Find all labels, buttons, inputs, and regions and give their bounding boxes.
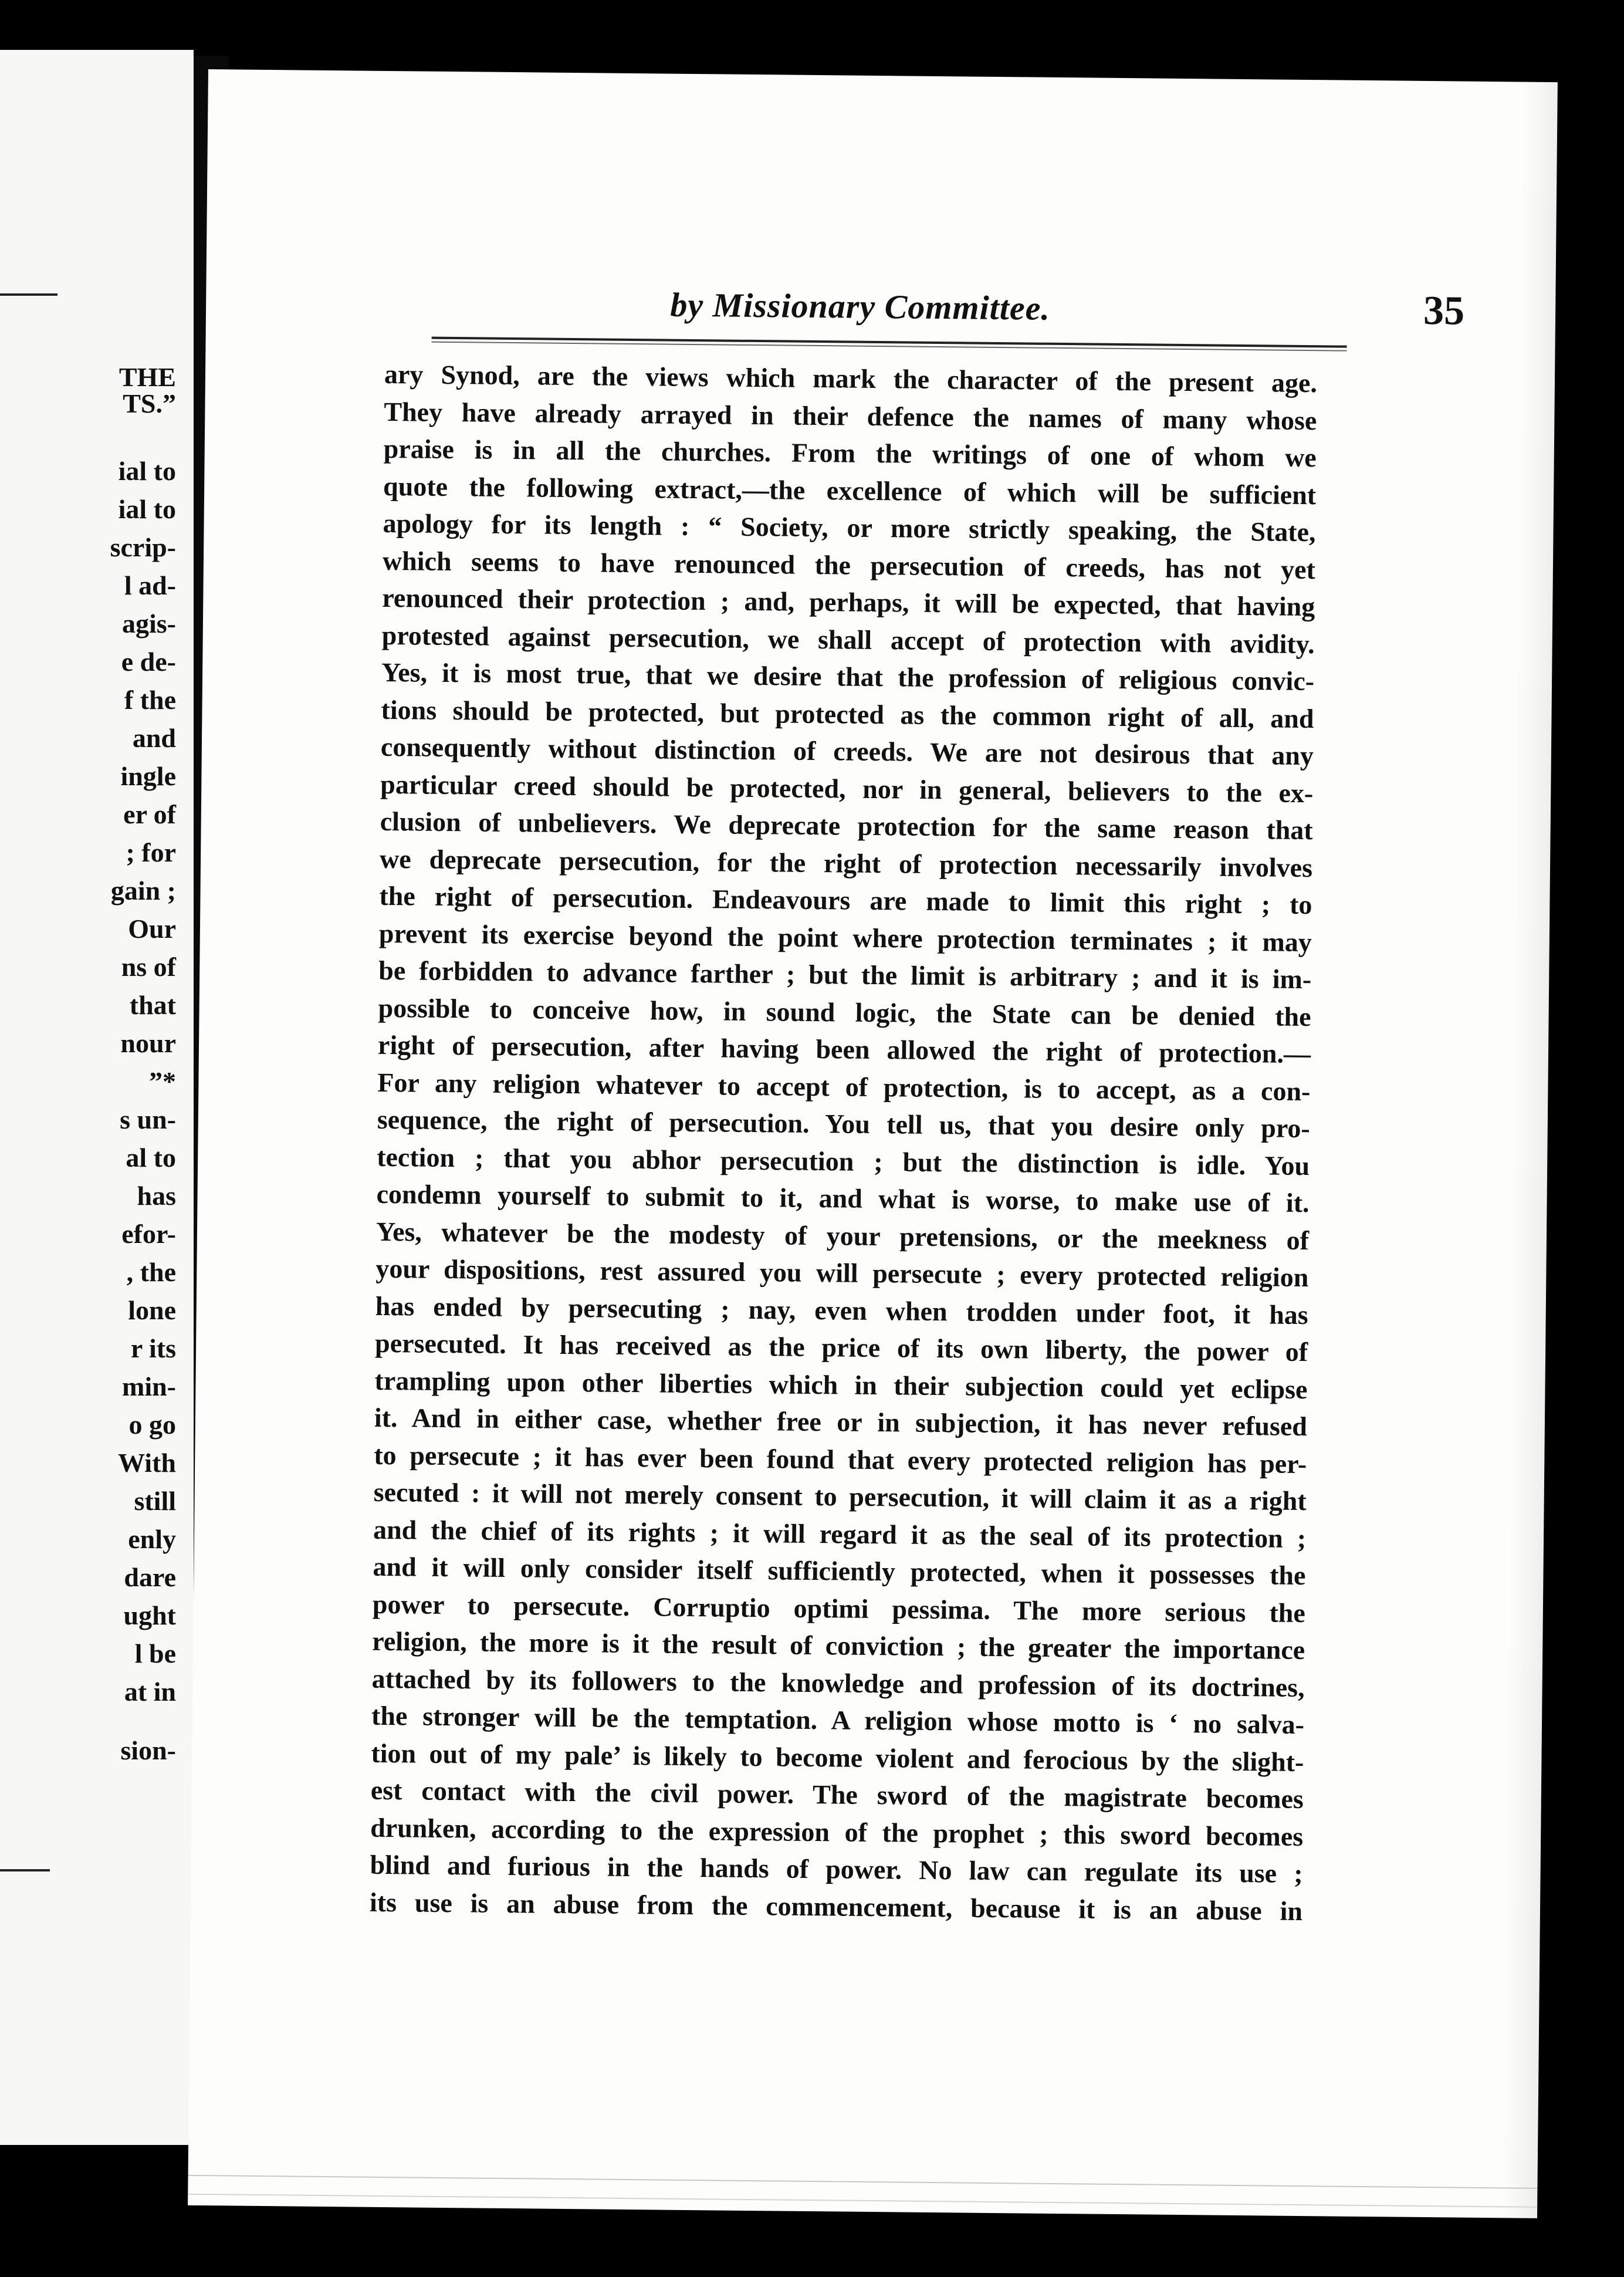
- text-line: clusion of unbelievers. We deprecate protection for the same reason that: [380, 806, 1313, 846]
- facing-page-fragment: ; for: [126, 837, 176, 867]
- text-line: renounced their protection ; and, perhaps, it will be expected, that having: [382, 582, 1315, 622]
- facing-page-fragment: efor-: [121, 1219, 176, 1249]
- facing-page-fragment: f the: [124, 685, 176, 715]
- facing-page-fragment: sion-: [120, 1735, 176, 1765]
- text-line: Yes, it is most true, that we desire that the profession of religious convic-: [381, 657, 1315, 697]
- text-line: attached by its followers to the knowledge and profession of its doctrines,: [371, 1663, 1305, 1702]
- text-line: tection ; that you abhor persecution ; but the distinction is idle. You: [376, 1141, 1310, 1181]
- facing-page-fragment: min-: [122, 1371, 176, 1401]
- text-line: the stronger will be the temptation. A religion whose motto is ‘ no salva-: [371, 1700, 1305, 1740]
- facing-page-fragment: s un-: [120, 1104, 176, 1134]
- text-line: and it will only consider itself sufficiently protected, when it possesses the: [373, 1551, 1306, 1591]
- book-page: [188, 69, 1558, 2218]
- text-line: which seems to have renounced the persecution of creeds, has not yet: [382, 545, 1316, 585]
- facing-page-fragment: ns of: [121, 952, 176, 982]
- text-line: and the chief of its rights ; it will regard it as the seal of its protection ;: [373, 1514, 1307, 1553]
- facing-page-fragment: agis-: [122, 609, 176, 638]
- facing-page-fragment: o go: [128, 1410, 176, 1440]
- facing-page-fragment: r its: [130, 1333, 176, 1363]
- facing-page-fragment: ial to: [118, 456, 176, 486]
- text-line: your dispositions, rest assured you will persecute ; every protected religion: [375, 1253, 1309, 1293]
- text-line: ary Synod, are the views which mark the character of the present age.: [384, 359, 1318, 398]
- text-line: blind and furious in the hands of power. No law can regulate its use ;: [370, 1849, 1303, 1889]
- text-line: consequently without distinction of creeds. We are not desirous that any: [380, 731, 1314, 771]
- facing-page-fragment: scrip-: [110, 532, 176, 562]
- text-line: possible to conceive how, in sound logic, the State can be denied the: [378, 992, 1311, 1032]
- facing-page-fragment: that: [129, 990, 176, 1020]
- page-bottom-edge: [188, 2175, 1537, 2208]
- facing-page-fragment: l be: [134, 1639, 176, 1668]
- facing-page-fragment: at in: [124, 1677, 176, 1707]
- page-number: 35: [1423, 288, 1465, 334]
- text-line: protested against persecution, we shall accept of protection with avidity.: [381, 620, 1315, 659]
- facing-page-top-rule: [0, 293, 57, 296]
- text-line: tion out of my pale’ is likely to become violent and ferocious by the slight-: [371, 1738, 1304, 1777]
- facing-page-fragment: TS.”: [123, 388, 176, 418]
- page-header: [431, 283, 1464, 363]
- text-line: condemn yourself to submit to it, and what is worse, to make use of it.: [376, 1178, 1310, 1218]
- text-line: we deprecate persecution, for the right of protection necessarily involves: [379, 843, 1313, 883]
- text-line: persecuted. It has received as the price of its own liberty, the power of: [374, 1327, 1308, 1367]
- text-line: prevent its exercise beyond the point where protection terminates ; it may: [378, 918, 1312, 957]
- text-line: tions should be protected, but protected as the common right of all, and: [381, 694, 1314, 734]
- facing-page-fragment: THE: [119, 362, 176, 392]
- text-line: sequence, the right of persecution. You tell us, that you desire only pro-: [377, 1104, 1311, 1144]
- text-line: to persecute ; it has ever been found that every protected religion has per-: [374, 1440, 1307, 1479]
- facing-page-bottom-rule: [0, 1869, 50, 1871]
- text-line: apology for its length : “ Society, or more strictly speaking, the State,: [383, 508, 1316, 548]
- text-line: Yes, whatever be the modesty of your pretensions, or the meekness of: [375, 1216, 1310, 1255]
- facing-page-fragment: has: [137, 1181, 176, 1211]
- facing-page-fragment: l ad-: [124, 570, 176, 600]
- text-line: be forbidden to advance farther ; but the limit is arbitrary ; and it is im-: [378, 955, 1312, 995]
- page-edge-shadow: [1502, 82, 1558, 2218]
- facing-page-fragment: , the: [126, 1257, 176, 1287]
- text-line: drunken, according to the expression of the prophet ; this sword becomes: [370, 1812, 1304, 1852]
- text-line: trampling upon other liberties which in their subjection could yet eclipse: [374, 1365, 1308, 1404]
- facing-page-fragment: dare: [124, 1562, 176, 1592]
- facing-page-fragment: ial to: [118, 494, 176, 524]
- facing-page-fragment: enly: [128, 1524, 176, 1554]
- facing-page-fragment: ught: [123, 1600, 176, 1630]
- facing-page-fragment: and: [132, 723, 176, 753]
- facing-page-fragment: still: [134, 1486, 176, 1516]
- facing-page: [0, 50, 194, 2145]
- facing-page-fragment: e de-: [121, 647, 176, 677]
- facing-page-fragment: er of: [123, 799, 176, 829]
- text-line: praise is in all the churches. From the writings of one of whom we: [383, 433, 1317, 473]
- body-text: [370, 356, 1318, 1930]
- facing-page-fragment: ingle: [120, 761, 176, 791]
- running-head: by Missionary Committee.: [670, 285, 1051, 327]
- facing-page-fragment: nour: [120, 1028, 176, 1058]
- facing-page-fragment: Our: [128, 914, 176, 944]
- facing-page-fragment: al to: [126, 1143, 176, 1173]
- facing-page-fragment: With: [118, 1448, 176, 1478]
- facing-page-fragment: ”*: [149, 1066, 176, 1096]
- text-line: power to persecute. Corruptio optimi pessima. The more serious the: [372, 1589, 1306, 1628]
- text-line: secuted : it will not merely consent to persecution, it will claim it as a right: [373, 1477, 1307, 1516]
- text-line: its use is an abuse from the commencement, because it is an abuse in: [369, 1887, 1303, 1926]
- text-line: the right of persecution. Endeavours are made to limit this right ; to: [379, 880, 1312, 920]
- text-line: right of persecution, after having been allowed the right of protection.—: [377, 1029, 1311, 1069]
- text-line: est contact with the civil power. The sword of the magistrate becomes: [370, 1775, 1304, 1815]
- text-line: They have already arrayed in their defence the names of many whose: [384, 396, 1317, 435]
- text-line: it. And in either case, whether free or in subjection, it has never refused: [374, 1402, 1308, 1442]
- facing-page-fragment: gain ;: [110, 876, 176, 906]
- text-line: has ended by persecuting ; nay, even when trodden under foot, it has: [375, 1290, 1308, 1330]
- text-line: religion, the more is it the result of conviction ; the greater the importance: [372, 1626, 1305, 1665]
- text-line: For any religion whatever to accept of protection, is to accept, as a con-: [377, 1067, 1311, 1106]
- text-line: particular creed should be protected, nor in general, believers to the ex-: [380, 769, 1314, 808]
- text-line: quote the following extract,—the excellence of which will be sufficient: [383, 471, 1317, 510]
- facing-page-fragment: lone: [128, 1295, 176, 1325]
